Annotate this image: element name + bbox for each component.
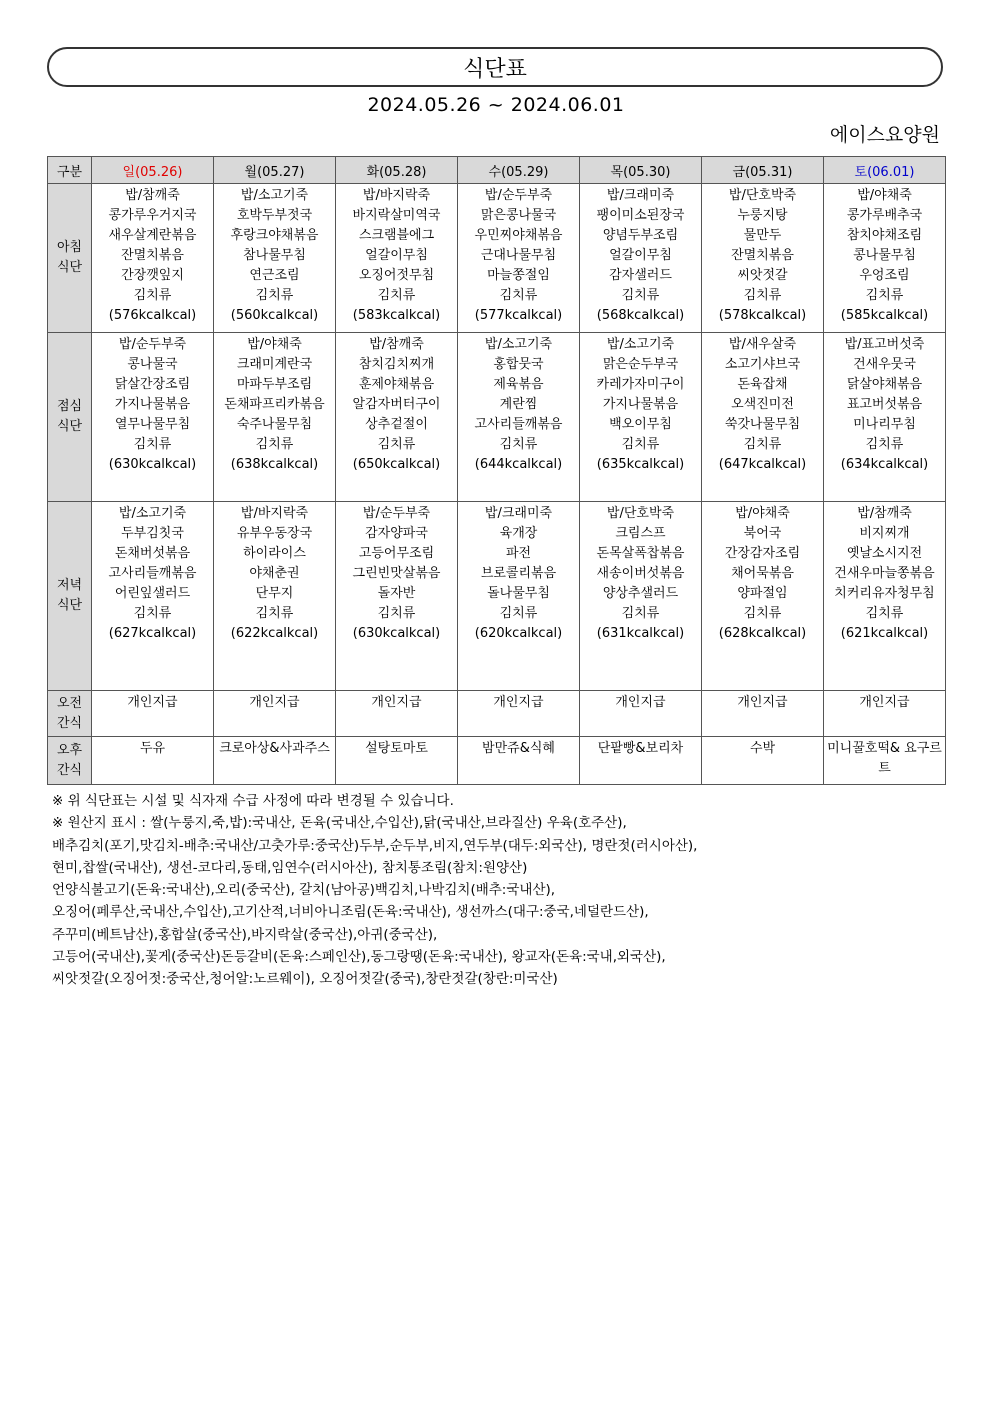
menu-item: 밥/소고기죽 [606, 337, 675, 352]
row-label-lunch [48, 333, 92, 502]
menu-item: 얼갈이무침 [365, 248, 428, 263]
menu-item: 감자샐러드 [609, 268, 672, 283]
menu-item: 콩가루우거지국 [108, 208, 197, 223]
menu-item: 김치류 [133, 606, 172, 621]
menu-item: 육개장 [499, 526, 538, 541]
menu-item: 건새우뭇국 [853, 357, 916, 372]
menu-item: 훈제야채볶음 [358, 377, 435, 392]
note-line: 오징어(페루산,국내산,수입산),고기산적,너비아니조림(돈육:국내산), 생선까스(대구:중국,네덜란드산), [52, 904, 649, 921]
row-label-text: 식단 [56, 260, 83, 275]
menu-cell-breakfast-thu [580, 184, 702, 333]
menu-item: 미니꿀호떡& 요구르트 [827, 741, 942, 776]
menu-item: (630kcalkcal) [352, 626, 441, 641]
organization-name: 에이스요양원 [829, 124, 940, 146]
menu-cell-pm-snack-fri [702, 737, 824, 785]
header-row [48, 157, 946, 184]
note-line: 씨앗젓갈(오징어젓:중국산,청어알:노르웨이), 오징어젓갈(중국),창란젓갈(창란:미국산) [52, 971, 558, 988]
menu-item: (568kcalkcal) [596, 308, 685, 323]
menu-item: 김치류 [743, 288, 782, 303]
title-box [47, 47, 943, 87]
menu-item: 백오이무침 [609, 417, 672, 432]
menu-item: 밥/단호박죽 [728, 188, 797, 203]
note-line: 배추김치(포기,맛김치-배추:국내산/고춧가루:중국산)두부,순두부,비지,연두부(대두:외국산), 명란젓(러시아산), [52, 837, 698, 854]
menu-item: (634kcalkcal) [840, 457, 929, 472]
menu-cell-breakfast-tue [336, 184, 458, 333]
menu-item: 김치류 [743, 437, 782, 452]
menu-item: 팽이미소된장국 [596, 208, 685, 223]
menu-item: 계란찜 [499, 397, 538, 412]
menu-item: 카레가자미구이 [596, 377, 685, 392]
page-title: 식단표 [463, 56, 527, 82]
menu-cell-pm-snack-sun [92, 737, 214, 785]
menu-item: 돌나물무침 [487, 586, 550, 601]
menu-cell-lunch-sat [824, 333, 946, 502]
menu-item: 콩가루배추국 [846, 208, 923, 223]
menu-cell-am-snack-sat [824, 691, 946, 737]
note-line: 고등어(국내산),꽃게(중국산)돈등갈비(돈육:스페인산),동그랑땡(돈육:국내산), 왕교자(돈육:국내,외국산), [52, 949, 666, 966]
menu-item: 맑은순두부국 [602, 357, 679, 372]
menu-item: 그린빈맛살볶음 [352, 566, 441, 581]
menu-item: 새우살계란볶음 [108, 228, 197, 243]
menu-item: 표고버섯볶음 [846, 397, 923, 412]
menu-item: 크림스프 [615, 526, 666, 541]
menu-item: 김치류 [133, 437, 172, 452]
menu-item: (638kcalkcal) [230, 457, 319, 472]
menu-item: 양상추샐러드 [602, 586, 679, 601]
menu-item: 닭살야채볶음 [846, 377, 923, 392]
menu-item: 김치류 [499, 288, 538, 303]
menu-item: 개인지급 [371, 695, 422, 710]
menu-item: 열무나물무침 [114, 417, 191, 432]
menu-item: 개인지급 [249, 695, 300, 710]
menu-item: 참치김치찌개 [358, 357, 435, 372]
menu-item: 북어국 [743, 526, 782, 541]
menu-cell-dinner-fri [702, 502, 824, 691]
menu-cell-lunch-thu [580, 333, 702, 502]
menu-item: 야채춘권 [249, 566, 300, 581]
menu-item: 호박두부젓국 [236, 208, 313, 223]
menu-item: 김치류 [255, 437, 294, 452]
menu-item: 상추겉절이 [365, 417, 428, 432]
menu-cell-dinner-sun [92, 502, 214, 691]
menu-item: 누룽지탕 [737, 208, 788, 223]
menu-cell-lunch-tue [336, 333, 458, 502]
menu-item: 김치류 [377, 606, 416, 621]
menu-item: 비지찌개 [859, 526, 910, 541]
menu-item: 고사리들깨볶음 [474, 417, 563, 432]
menu-item: 김치류 [865, 288, 904, 303]
menu-item: (635kcalkcal) [596, 457, 685, 472]
row-label-text: 아침 [56, 240, 83, 255]
row-label-text: 간식 [56, 762, 83, 778]
menu-item: (631kcalkcal) [596, 626, 685, 641]
menu-item: 하이라이스 [243, 546, 306, 561]
row-label-breakfast [48, 184, 92, 333]
menu-item: 치커리유자청무침 [834, 586, 935, 601]
menu-item: 물만두 [743, 228, 782, 243]
menu-item: 소고기샤브국 [724, 357, 801, 372]
menu-item: 건새우마늘쫑볶음 [834, 566, 935, 581]
menu-item: 밥/바지락죽 [240, 506, 309, 521]
menu-item: 크로아상&사과주스 [219, 741, 330, 756]
menu-item: 숙주나물무침 [236, 417, 313, 432]
menu-item: 후랑크야채볶음 [230, 228, 319, 243]
menu-item: 개인지급 [493, 695, 544, 710]
menu-item: 밥/야채죽 [857, 188, 912, 203]
menu-item: 김치류 [621, 288, 660, 303]
row-label-text: 간식 [56, 715, 83, 731]
menu-item: 김치류 [743, 606, 782, 621]
menu-item: 감자양파국 [365, 526, 428, 541]
note-line: 언양식불고기(돈육:국내산),오리(중국산), 갈치(남아공)백김치,나박김치(배추:국내산), [52, 882, 556, 899]
menu-item: (578kcalkcal) [718, 308, 807, 323]
menu-item: 양파절임 [737, 586, 788, 601]
menu-item: 씨앗젓갈 [737, 268, 788, 283]
day-header-thu: 목(05.30) [580, 157, 702, 184]
menu-item: 개인지급 [127, 695, 178, 710]
menu-item: 수박 [749, 741, 776, 756]
day-header-tue: 화(05.28) [336, 157, 458, 184]
menu-item: 두유 [139, 741, 166, 756]
menu-item: 단팥빵&보리차 [597, 741, 684, 756]
menu-item: 얼갈이무침 [609, 248, 672, 263]
day-header-sat: 토(06.01) [824, 157, 946, 184]
day-header-fri: 금(05.31) [702, 157, 824, 184]
menu-cell-dinner-thu [580, 502, 702, 691]
menu-item: 김치류 [499, 437, 538, 452]
menu-item: 밥/바지락죽 [362, 188, 431, 203]
menu-item: 밥/표고버섯죽 [844, 337, 925, 352]
menu-item: 채어묵볶음 [731, 566, 794, 581]
row-label-text: 오전 [56, 695, 83, 711]
menu-item: 콩나물무침 [853, 248, 916, 263]
menu-item: 단무지 [255, 586, 294, 601]
menu-item: 크래미계란국 [236, 357, 313, 372]
menu-item: 마늘쫑절임 [487, 268, 550, 283]
menu-item: (583kcalkcal) [352, 308, 441, 323]
menu-cell-dinner-tue [336, 502, 458, 691]
menu-item: 밥/순두부죽 [118, 337, 187, 352]
menu-item: 밥/참깨죽 [857, 506, 912, 521]
menu-item: 양념두부조림 [602, 228, 679, 243]
menu-cell-am-snack-mon [214, 691, 336, 737]
menu-item: 바지락살미역국 [352, 208, 441, 223]
note-line: ※ 위 식단표는 시설 및 식자재 수급 사정에 따라 변경될 수 있습니다. [52, 793, 454, 809]
table-row [48, 502, 946, 691]
menu-item: 스크램블에그 [358, 228, 435, 243]
menu-item: 밥/소고기죽 [118, 506, 187, 521]
menu-item: 옛날소시지전 [846, 546, 923, 561]
menu-item: 오징어젓무침 [358, 268, 435, 283]
menu-item: 미나리무침 [853, 417, 916, 432]
menu-item: 김치류 [621, 437, 660, 452]
menu-item: 홍합뭇국 [493, 357, 544, 372]
note-line: 주꾸미(베트남산),홍합살(중국산),바지락살(중국산),아귀(중국산), [52, 926, 438, 943]
menu-item: 밥/참깨죽 [369, 337, 424, 352]
table-row [48, 184, 946, 333]
menu-cell-pm-snack-mon [214, 737, 336, 785]
menu-cell-breakfast-wed [458, 184, 580, 333]
menu-item: (621kcalkcal) [840, 626, 929, 641]
menu-cell-lunch-mon [214, 333, 336, 502]
table-row [48, 691, 946, 737]
menu-cell-dinner-sat [824, 502, 946, 691]
menu-table [47, 156, 946, 785]
note-line: ※ 원산지 표시 : 쌀(누룽지,죽,밥):국내산, 돈육(국내산,수입산),닭(국내산,브라질산) 우육(호주산), [52, 815, 627, 832]
menu-item: 참나물무침 [243, 248, 306, 263]
menu-item: 알감자버터구이 [352, 397, 441, 412]
menu-cell-pm-snack-thu [580, 737, 702, 785]
menu-item: 김치류 [865, 606, 904, 621]
menu-item: 잔멸치볶음 [121, 248, 184, 263]
menu-item: 설탕토마토 [365, 741, 428, 756]
menu-item: 어린잎샐러드 [114, 586, 191, 601]
menu-cell-pm-snack-wed [458, 737, 580, 785]
menu-cell-breakfast-sat [824, 184, 946, 333]
menu-cell-am-snack-wed [458, 691, 580, 737]
menu-item: 밤만쥬&식혜 [482, 741, 555, 756]
menu-cell-pm-snack-tue [336, 737, 458, 785]
menu-item: 김치류 [255, 606, 294, 621]
menu-item: (627kcalkcal) [108, 626, 197, 641]
menu-item: 돈육잡채 [737, 377, 788, 392]
menu-cell-am-snack-fri [702, 691, 824, 737]
menu-item: 밥/소고기죽 [484, 337, 553, 352]
menu-item: 고등어무조림 [358, 546, 435, 561]
menu-item: (620kcalkcal) [474, 626, 563, 641]
menu-cell-am-snack-sun [92, 691, 214, 737]
menu-cell-breakfast-mon [214, 184, 336, 333]
menu-cell-breakfast-sun [92, 184, 214, 333]
menu-item: 우민찌야채볶음 [474, 228, 563, 243]
menu-item: 두부김칫국 [121, 526, 184, 541]
row-label-am-snack [48, 691, 92, 737]
menu-item: 돈채파프리카볶음 [224, 397, 325, 412]
menu-item: 우엉조림 [859, 268, 910, 283]
row-label-text: 식단 [56, 419, 83, 434]
menu-item: 밥/참깨죽 [125, 188, 180, 203]
row-label-text: 저녁 [56, 578, 83, 593]
day-header-sun: 일(05.26) [92, 157, 214, 184]
menu-item: 밥/새우살죽 [728, 337, 797, 352]
menu-cell-am-snack-thu [580, 691, 702, 737]
menu-item: 유부우동장국 [236, 526, 313, 541]
menu-item: 제육볶음 [493, 377, 544, 392]
menu-item: 새송이버섯볶음 [596, 566, 685, 581]
menu-item: 참치야채조림 [846, 228, 923, 243]
menu-item: 고사리들깨볶음 [108, 566, 197, 581]
menu-item: (628kcalkcal) [718, 626, 807, 641]
menu-item: 간장감자조림 [724, 546, 801, 561]
menu-item: 가지나물볶음 [602, 397, 679, 412]
menu-item: 밥/순두부죽 [484, 188, 553, 203]
menu-cell-am-snack-tue [336, 691, 458, 737]
row-label-pm-snack [48, 737, 92, 785]
menu-item: 근대나물무침 [480, 248, 557, 263]
corner-label: 구분 [48, 157, 92, 184]
menu-item: 개인지급 [859, 695, 910, 710]
menu-cell-lunch-sun [92, 333, 214, 502]
row-label-text: 오후 [56, 742, 83, 758]
menu-item: 밥/단호박죽 [606, 506, 675, 521]
row-label-dinner [48, 502, 92, 691]
menu-item: 밥/소고기죽 [240, 188, 309, 203]
menu-item: 돌자반 [377, 586, 416, 601]
menu-item: 밥/크래미죽 [484, 506, 553, 521]
menu-item: (647kcalkcal) [718, 457, 807, 472]
row-label-text: 점심 [56, 399, 83, 414]
menu-item: 콩나물국 [127, 357, 178, 372]
menu-item: 김치류 [377, 437, 416, 452]
menu-item: 가지나물볶음 [114, 397, 191, 412]
menu-item: 파전 [505, 546, 532, 561]
menu-item: 닭살간장조림 [114, 377, 191, 392]
menu-cell-breakfast-fri [702, 184, 824, 333]
menu-item: 개인지급 [737, 695, 788, 710]
menu-cell-lunch-wed [458, 333, 580, 502]
menu-cell-dinner-wed [458, 502, 580, 691]
menu-item: 브로콜리볶음 [480, 566, 557, 581]
menu-item: 돈목살폭찹볶음 [596, 546, 685, 561]
menu-item: 간장깻잎지 [121, 268, 184, 283]
menu-item: (577kcalkcal) [474, 308, 563, 323]
table-row [48, 333, 946, 502]
menu-cell-dinner-mon [214, 502, 336, 691]
notes [52, 790, 932, 991]
menu-item: (650kcalkcal) [352, 457, 441, 472]
menu-item: 돈채버섯볶음 [114, 546, 191, 561]
menu-item: 밥/순두부죽 [362, 506, 431, 521]
menu-item: 김치류 [255, 288, 294, 303]
menu-item: 김치류 [499, 606, 538, 621]
day-header-mon: 월(05.27) [214, 157, 336, 184]
menu-item: 김치류 [377, 288, 416, 303]
menu-item: 맑은콩나물국 [480, 208, 557, 223]
menu-item: 밥/야채죽 [247, 337, 302, 352]
menu-item: 연근조림 [249, 268, 300, 283]
day-header-wed: 수(05.29) [458, 157, 580, 184]
menu-item: (560kcalkcal) [230, 308, 319, 323]
menu-item: (576kcalkcal) [108, 308, 197, 323]
menu-item: 오색진미전 [731, 397, 794, 412]
menu-item: 김치류 [865, 437, 904, 452]
menu-item: (644kcalkcal) [474, 457, 563, 472]
menu-cell-pm-snack-sat [824, 737, 946, 785]
menu-item: (630kcalkcal) [108, 457, 197, 472]
menu-item: 밥/야채죽 [735, 506, 790, 521]
menu-item: (622kcalkcal) [230, 626, 319, 641]
menu-item: 개인지급 [615, 695, 666, 710]
menu-item: 김치류 [133, 288, 172, 303]
menu-cell-lunch-fri [702, 333, 824, 502]
menu-item: (585kcalkcal) [840, 308, 929, 323]
row-label-text: 식단 [56, 598, 83, 613]
menu-item: 밥/크래미죽 [606, 188, 675, 203]
table-row [48, 737, 946, 785]
menu-item: 마파두부조림 [236, 377, 313, 392]
menu-item: 쑥갓나물무침 [724, 417, 801, 432]
date-range: 2024.05.26 ~ 2024.06.01 [367, 94, 625, 116]
menu-item: 김치류 [621, 606, 660, 621]
note-line: 현미,찹쌀(국내산), 생선-코다리,동태,임연수(러시아산), 참치통조림(참치:원양산) [52, 859, 528, 876]
menu-item: 잔멸치볶음 [731, 248, 794, 263]
